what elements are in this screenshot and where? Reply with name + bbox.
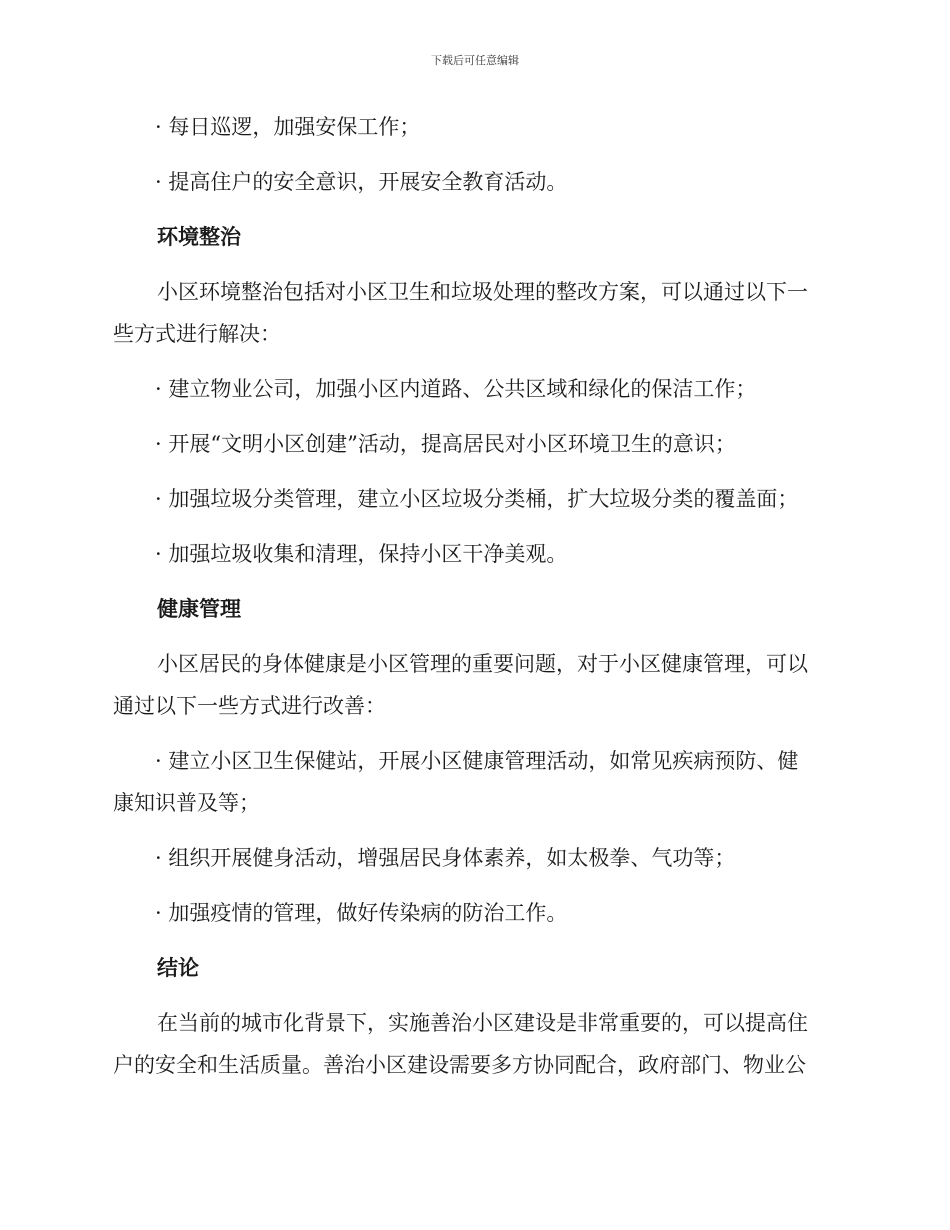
section-heading-conclusion: 结论: [157, 956, 199, 980]
list-item: [113, 740, 837, 824]
paragraph: [113, 271, 837, 355]
list-item-text: · 建立物业公司，加强小区内道路、公共区域和绿化的保洁工作；: [155, 377, 757, 401]
document-body: [113, 106, 837, 1086]
list-item: [113, 423, 837, 465]
paragraph-line: 通过以下一些方式进行改善：: [113, 694, 386, 718]
paragraph-line: 户的安全和生活质量。善治小区建设需要多方协同配合，政府部门、物业公: [113, 1053, 806, 1077]
section-heading-environment: 环境整治: [157, 225, 241, 249]
list-item-text-continued: 康知识普及等；: [113, 791, 260, 815]
list-item: [113, 892, 837, 934]
list-item-text: · 每日巡逻，加强安保工作；: [155, 115, 421, 139]
paragraph: [113, 1002, 837, 1086]
paragraph: [113, 643, 837, 727]
list-item-text: · 提高住户的安全意识，开展安全教育活动。: [155, 170, 568, 194]
list-item-text: · 加强垃圾收集和清理，保持小区干净美观。: [155, 542, 568, 566]
list-item-text: · 开展“文明小区创建”活动，提高居民对小区环境卫生的意识；: [155, 432, 736, 456]
list-item: [113, 533, 837, 575]
list-item-text: · 加强疫情的管理，做好传染病的防治工作。: [155, 901, 568, 925]
paragraph-line: 在当前的城市化背景下，实施善治小区建设是非常重要的，可以提高住: [157, 1011, 808, 1035]
paragraph-line: 些方式进行解决：: [113, 322, 281, 346]
list-item-text: · 组织开展健身活动，增强居民身体素养，如太极拳、气功等；: [155, 846, 736, 870]
list-item: [113, 106, 837, 148]
paragraph-line: 小区环境整治包括对小区卫生和垃圾处理的整改方案，可以通过以下一: [157, 280, 808, 304]
list-item: [113, 837, 837, 879]
list-item-text: · 建立小区卫生保健站，开展小区健康管理活动，如常见疾病预防、健: [155, 749, 799, 773]
list-item: [113, 478, 837, 520]
paragraph-line: 小区居民的身体健康是小区管理的重要问题，对于小区健康管理，可以: [157, 652, 808, 676]
list-item: [113, 161, 837, 203]
list-item-text: · 加强垃圾分类管理，建立小区垃圾分类桶，扩大垃圾分类的覆盖面；: [155, 487, 799, 511]
list-item: [113, 368, 837, 410]
section-heading-health: 健康管理: [157, 597, 241, 621]
page-header: 下载后可任意编辑: [431, 54, 519, 67]
